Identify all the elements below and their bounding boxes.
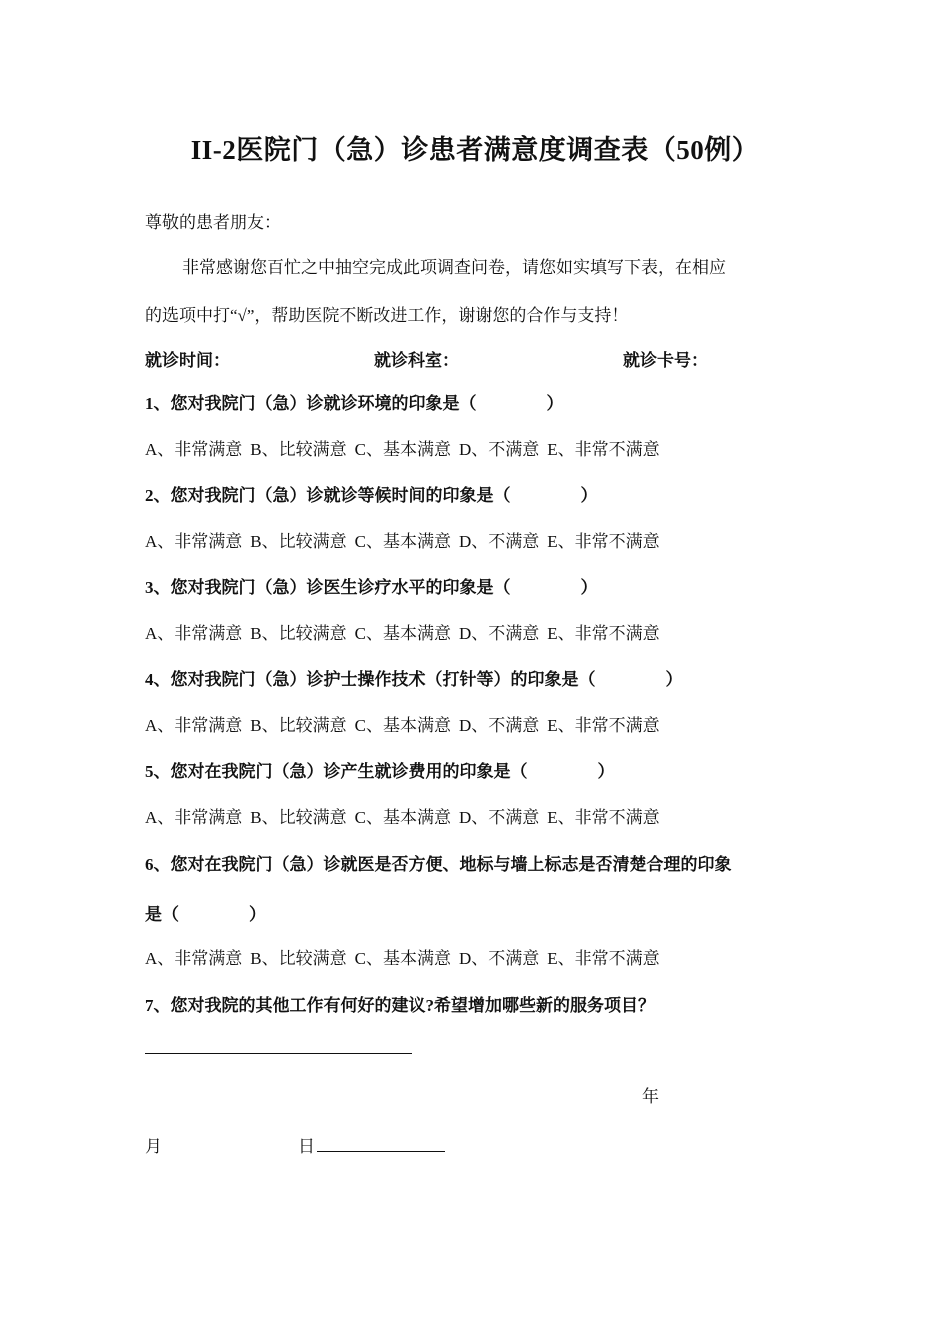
option-d[interactable]: D、不满意 bbox=[458, 440, 540, 459]
close-paren: ） bbox=[597, 762, 615, 781]
options-row-4 bbox=[145, 711, 668, 736]
close-paren: ） bbox=[580, 578, 598, 597]
option-d[interactable]: D、不满意 bbox=[458, 949, 540, 968]
option-a[interactable]: A、非常满意 bbox=[145, 624, 243, 643]
page-title: II-2医院门（急）诊患者满意度调查表（50例） bbox=[190, 135, 760, 165]
question-4-text: 4、您对我院门（急）诊护士操作技术（打针等）的印象是（ bbox=[145, 670, 596, 689]
option-d[interactable]: D、不满意 bbox=[458, 532, 540, 551]
option-e[interactable]: E、非常不满意 bbox=[547, 532, 660, 551]
question-2 bbox=[145, 481, 598, 506]
question-2-text: 2、您对我院门（急）诊就诊等候时间的印象是（ bbox=[145, 486, 511, 505]
options-row-2 bbox=[145, 527, 668, 552]
option-e[interactable]: E、非常不满意 bbox=[547, 716, 660, 735]
option-c[interactable]: C、基本满意 bbox=[354, 532, 451, 551]
department-field[interactable]: 就诊科室： bbox=[374, 351, 459, 370]
question-6-line-1: 6、您对在我院门（急）诊就医是否方便、地标与墙上标志是否清楚合理的印象 bbox=[145, 855, 732, 874]
option-d[interactable]: D、不满意 bbox=[458, 624, 540, 643]
option-a[interactable]: A、非常满意 bbox=[145, 716, 243, 735]
option-b[interactable]: B、比较满意 bbox=[250, 716, 347, 735]
option-b[interactable]: B、比较满意 bbox=[250, 532, 347, 551]
options-row-3 bbox=[145, 619, 668, 644]
option-c[interactable]: C、基本满意 bbox=[354, 716, 451, 735]
option-b[interactable]: B、比较满意 bbox=[250, 624, 347, 643]
option-e[interactable]: E、非常不满意 bbox=[547, 808, 660, 827]
intro-line-1: 非常感谢您百忙之中抽空完成此项调查问卷，请您如实填写下表，在相应 bbox=[182, 258, 726, 277]
date-day-label: 日 bbox=[298, 1137, 315, 1156]
question-5 bbox=[145, 757, 615, 782]
date-month: 月 bbox=[145, 1137, 162, 1156]
question-6-text: 是（ bbox=[145, 905, 179, 924]
date-blank-line[interactable] bbox=[317, 1151, 445, 1152]
option-e[interactable]: E、非常不满意 bbox=[547, 624, 660, 643]
card-number-field[interactable]: 就诊卡号： bbox=[623, 351, 708, 370]
option-a[interactable]: A、非常满意 bbox=[145, 949, 243, 968]
question-1-text: 1、您对我院门（急）诊就诊环境的印象是（ bbox=[145, 394, 477, 413]
options-row-6 bbox=[145, 944, 668, 969]
option-c[interactable]: C、基本满意 bbox=[354, 808, 451, 827]
question-4 bbox=[145, 665, 683, 690]
option-e[interactable]: E、非常不满意 bbox=[547, 949, 660, 968]
question-7: 7、您对我院的其他工作有何好的建议?希望增加哪些新的服务项目？ bbox=[145, 996, 655, 1015]
option-d[interactable]: D、不满意 bbox=[458, 716, 540, 735]
option-c[interactable]: C、基本满意 bbox=[354, 624, 451, 643]
question-3-text: 3、您对我院门（急）诊医生诊疗水平的印象是（ bbox=[145, 578, 511, 597]
visit-time-field[interactable]: 就诊时间： bbox=[145, 351, 230, 370]
greeting: 尊敬的患者朋友： bbox=[145, 213, 281, 232]
date-year: 年 bbox=[642, 1087, 659, 1106]
option-d[interactable]: D、不满意 bbox=[458, 808, 540, 827]
close-paren: ） bbox=[580, 486, 598, 505]
question-3 bbox=[145, 573, 598, 598]
option-c[interactable]: C、基本满意 bbox=[354, 949, 451, 968]
question-6-line-2 bbox=[145, 900, 266, 925]
options-row-5 bbox=[145, 803, 668, 828]
option-e[interactable]: E、非常不满意 bbox=[547, 440, 660, 459]
date-day bbox=[298, 1132, 445, 1157]
options-row-1 bbox=[145, 435, 668, 460]
option-c[interactable]: C、基本满意 bbox=[354, 440, 451, 459]
option-b[interactable]: B、比较满意 bbox=[250, 949, 347, 968]
question-5-text: 5、您对在我院门（急）诊产生就诊费用的印象是（ bbox=[145, 762, 528, 781]
close-paren: ） bbox=[546, 394, 564, 413]
option-b[interactable]: B、比较满意 bbox=[250, 808, 347, 827]
close-paren: ） bbox=[249, 905, 266, 924]
suggestion-answer-line[interactable] bbox=[145, 1053, 412, 1054]
option-a[interactable]: A、非常满意 bbox=[145, 440, 243, 459]
question-1 bbox=[145, 389, 564, 414]
option-a[interactable]: A、非常满意 bbox=[145, 532, 243, 551]
close-paren: ） bbox=[665, 670, 683, 689]
option-a[interactable]: A、非常满意 bbox=[145, 808, 243, 827]
option-b[interactable]: B、比较满意 bbox=[250, 440, 347, 459]
intro-line-2: 的选项中打“√”，帮助医院不断改进工作，谢谢您的合作与支持！ bbox=[145, 306, 629, 325]
